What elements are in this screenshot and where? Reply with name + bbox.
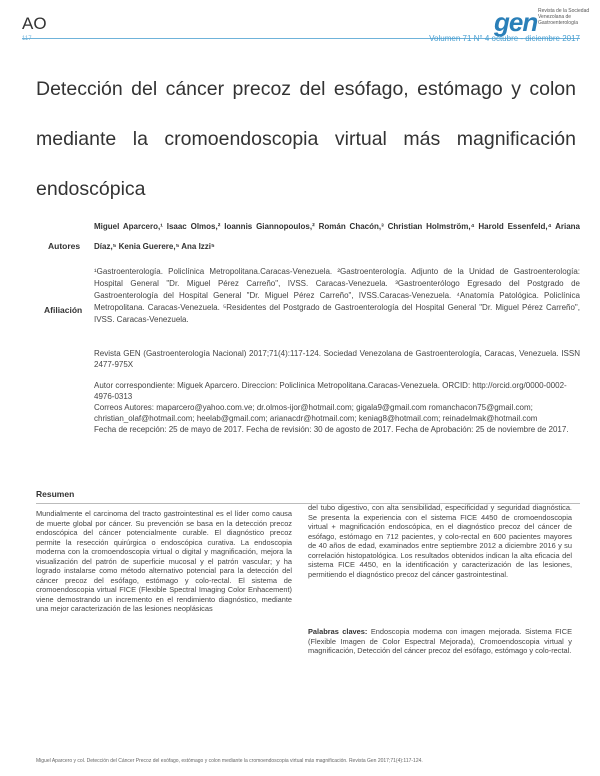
abstract-heading: Resumen xyxy=(36,489,75,499)
page-number: 117 xyxy=(22,36,32,42)
corresponding-author: Autor correspondiente: Miguek Aparcero. Direccion: Policlinica Metropolitana.Caracas-Venezuela. ORCID: http://orcid.org/0000-0002-4976-0313 xyxy=(94,381,567,401)
abstract-column-left: Mundialmente el carcinoma del tracto gastrointestinal es el líder como causa de muerte global por cáncer. Su prevención se basa en la detección precoz endoscópica del cáncer potencialmente curable. El diagnóstico precoz permite la resección quirúrgica o endoscópica curativa. La endoscopia moderna con la cromoendoscopia virtual o digital y magnificación, mejora la visualización del patrón de superficie mucosal y el patrón vascular; y ha logrado instalarse como método alternativo potencial para la detección del cáncer precoz del esófago, estómago y colo-rectal. El sistema de cromoendoscopia virtual FICE (Flexible Spectral Imaging Color Enhacement) viene demostrando un incremento en el rendimiento diagnóstico, mediante una mejor caracterización de las lesiones neoplásicas xyxy=(36,509,292,613)
page-footer: Miguel Aparcero y col. Detección del Cáncer Precoz del esófago, estómago y colon mediante la cromoendoscopia virtual más magnificación. Revista Gen 2017;71(4):117-124. xyxy=(36,758,423,764)
journal-abbrev: AO xyxy=(22,14,47,33)
author-list: Miguel Aparcero,¹ Isaac Olmos,² Ioannis Giannopoulos,² Román Chacón,³ Christian Holmström,⁴ Harold Essenfeld,⁴ Ariana Díaz,⁵ Kenia Guerere,⁵ Ana Izzi⁵ xyxy=(94,222,580,251)
authors-label: Autores xyxy=(48,241,81,251)
issue-info: Volumen 71 N° 4 octubre - diciembre 2017 xyxy=(429,34,580,43)
affiliation-text: ¹Gastroenterología. Policlínica Metropolitana.Caracas-Venezuela. ²Gastroenterología. Adjunto de la Unidad de Gastroenterología: Hospital General "Dr. Miguel Pérez Carreño", IVSS. Caracas-Venezuela. ³Gastroenterólogo Egresado del Postgrado de Gastroenterología del Hospital General "Dr. Miguel Pérez Carreño", IVSS.Caracas-Venezuela. ⁴Anatomía Patológica. Policlínica Metropolitana. Caracas-Venezuela. ⁵Residentes del Postgrado de Gastroenterología del Hospital General "Dr. Miguel Pérez Carreño", IVSS. Caracas-Venezuela. xyxy=(94,267,580,324)
article-dates: Fecha de recepción: 25 de mayo de 2017. Fecha de revisión: 30 de agosto de 2017. Fecha de Aprobación: 25 de noviembre de 2017. xyxy=(94,425,569,434)
article-title: Detección del cáncer precoz del esófago, estómago y colon mediante la cromoendoscopia virtual más magnificación endoscópica xyxy=(36,78,576,200)
abstract-column-right: del tubo digestivo, con alta sensibilidad, especificidad y seguridad diagnóstica. Se presenta la experiencia con el sistema FICE 4450 de cromoendoscopia virtual + magnificación endoscópica, en el diagnóstico precoz del cáncer de esófago, estómago en 712 pacientes, y colo-rectal en 600 pacientes mayores de 40 años de edad, examinados entre septiembre 2012 a diciembre 2016 y su correlación histopatológica. Los resultados obtenidos indican la alta eficacia del sistema FICE 4450, en la identificación y caracterización de las lesiones, permitiendo el diagnóstico precoz del cáncer gastrointestinal. xyxy=(308,503,572,579)
keywords-text: Endoscopia moderna con imagen mejorada. Sistema FICE (Flexible Imagen de Color Espectral Mejorada), Cromoendoscopia virtual y magnificación, Detección del cáncer precoz del esófago, estómago y colo-rectal. xyxy=(308,627,573,655)
logo-tagline: Revista de la Sociedad Venezolana de Gastroenterología xyxy=(538,8,590,26)
author-emails: Correos Autores: maparcero@yahoo.com.ve; dr.olmos-ijor@hotmail.com; gigala9@gmail.com romanchacon75@gmail.com; christian_olaf@hotmail.com; heelab@gmail.com; arianacdr@hotmail.com; keniag8@hotmail.com; reinadelmak@hotmail.com xyxy=(94,403,538,423)
keywords-block xyxy=(308,627,572,656)
correspondence-block xyxy=(94,380,580,435)
citation: Revista GEN (Gastroenterología Nacional) 2017;71(4):117-124. Sociedad Venezolana de Gastroenterología, Caracas, Venezuela. ISSN 2477-975X xyxy=(94,349,580,369)
keywords-label: Palabras claves: xyxy=(308,627,368,636)
affiliation-label: Afiliación xyxy=(44,305,83,315)
gen-logo: gen xyxy=(494,7,538,37)
